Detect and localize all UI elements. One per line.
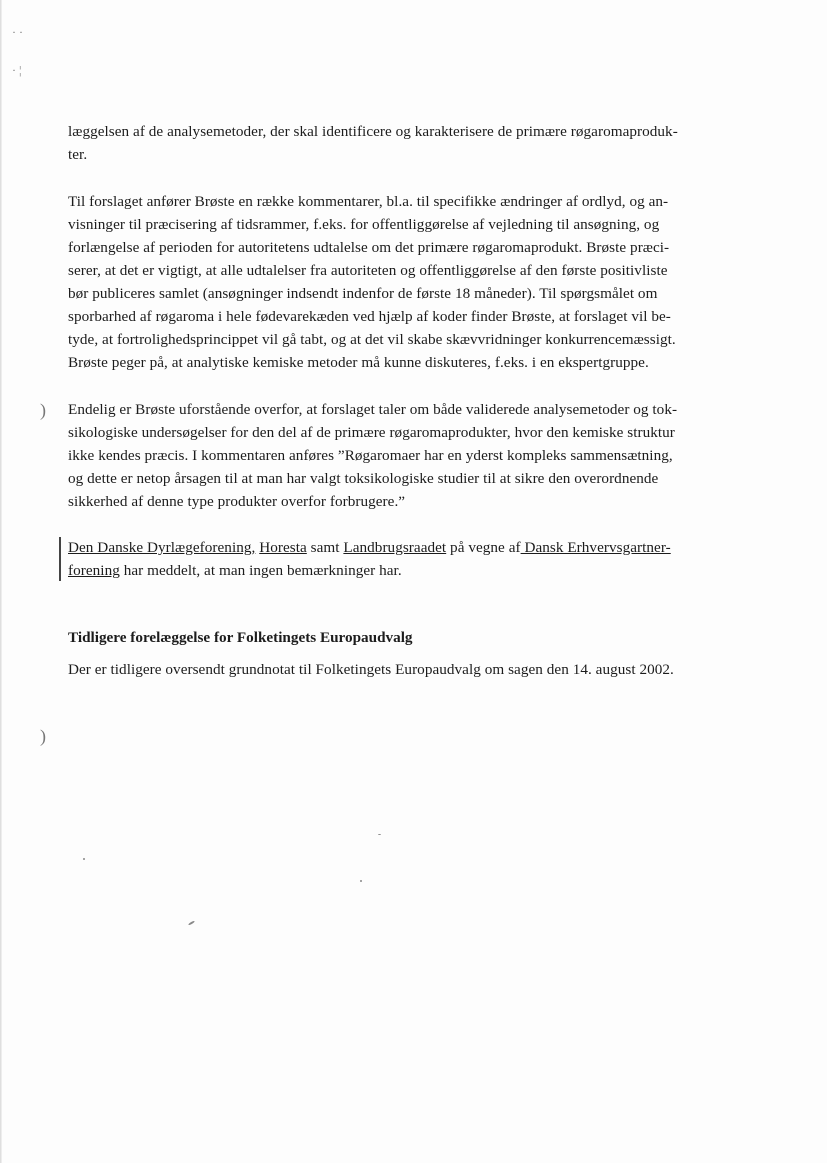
scan-speck <box>378 834 381 835</box>
paragraph-broste-comments <box>68 190 748 374</box>
paragraph-broste-objection <box>68 398 748 513</box>
paragraph-analysis-methods <box>68 120 748 166</box>
punch-hole-mark: ) <box>40 400 46 420</box>
scan-speck <box>360 880 362 882</box>
text-line: serer, at det er vigtigt, at alle udtalelser fra autoriteten og offentliggørelse af den første positivliste <box>68 262 668 279</box>
scan-artifact-mark: · · <box>12 25 23 39</box>
section-heading: Tidligere forelæggelse for Folketingets Europaudvalg <box>68 629 413 646</box>
text-line <box>68 536 748 559</box>
text-line: læggelsen af de analysemetoder, der skal identificere og karakterisere de primære røgaromaproduk- <box>68 123 678 140</box>
scan-edge <box>0 0 2 1163</box>
org-landbrugsraadet: Landbrugsraadet <box>343 539 447 556</box>
paragraph-previous-submission <box>68 658 748 681</box>
revision-change-bar <box>59 537 61 581</box>
punch-hole-mark: ) <box>40 726 46 746</box>
text-line: og dette er netop årsagen til at man har valgt toksikologiske studier til at sikre den overordnende <box>68 470 659 487</box>
text-line: visninger til præcisering af tidsrammer, f.eks. for offentliggørelse af vejledning til ansøgning, og <box>68 216 660 233</box>
text-line: ter. <box>68 146 88 163</box>
text-line: Brøste peger på, at analytiske kemiske metoder må kunne diskuteres, f.eks. i en ekspertgruppe. <box>68 354 649 371</box>
text-line: ikke kendes præcis. I kommentaren anføres ”Røgaromaer har en yderst kompleks sammensætning, <box>68 447 673 464</box>
text-line: sikologiske undersøgelser for den del af de primære røgaromaprodukter, hvor den kemiske struktur <box>68 424 675 441</box>
org-erhvervsgartnerforening-cont: forening <box>68 562 120 579</box>
paragraph-no-comments <box>68 536 748 582</box>
org-horesta: Horesta <box>259 539 307 556</box>
text-line: Endelig er Brøste uforstående overfor, at forslaget taler om både validerede analysemetoder og tok- <box>68 401 678 418</box>
org-erhvervsgartnerforening: Dansk Erhvervsgartner- <box>520 539 671 556</box>
text-line: bør publiceres samlet (ansøgninger indsendt indenfor de første 18 måneder). Til spørgsmålet om <box>68 285 658 302</box>
text-fragment: har meddelt, at man ingen bemærkninger har. <box>119 562 402 579</box>
text-line <box>68 559 748 582</box>
text-line: sikkerhed af denne type produkter overfor forbrugere.” <box>68 493 406 510</box>
text-line: tyde, at fortrolighedsprincippet vil gå tabt, og at det vil skabe skævvridninger konkurrencemæssigt. <box>68 331 676 348</box>
scan-artifact-mark: · ¦ <box>12 63 22 77</box>
text-line: Der er tidligere oversendt grundnotat til Folketingets Europaudvalg om sagen den 14. august 2002. <box>68 661 674 678</box>
scan-speck <box>188 920 195 925</box>
org-dyrlaegeforening: Den Danske Dyrlægeforening, <box>68 539 256 556</box>
text-line: Til forslaget anfører Brøste en række kommentarer, bl.a. til specifikke ændringer af ordlyd, og an- <box>68 193 669 210</box>
text-fragment: på vegne af <box>446 539 521 556</box>
scan-speck <box>83 858 85 860</box>
text-line: sporbarhed af røgaroma i hele fødevarekæden ved hjælp af koder finder Brøste, at forslaget vil be- <box>68 308 671 325</box>
text-line: forlængelse af perioden for autoritetens udtalelse om det primære røgaromaprodukt. Brøste præci- <box>68 239 670 256</box>
text-fragment: samt <box>306 539 344 556</box>
